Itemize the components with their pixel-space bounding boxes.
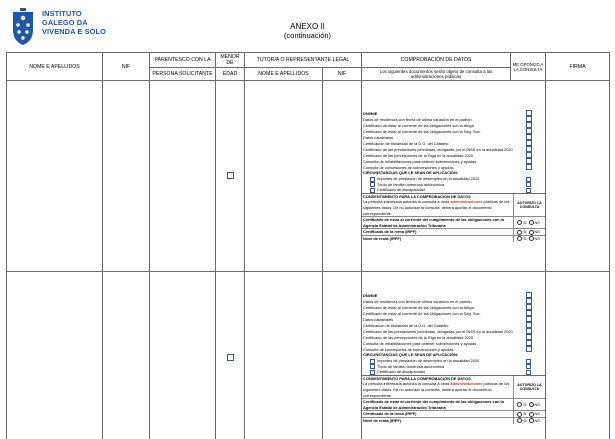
radio-label-no: NO [534,412,540,417]
document-list [362,110,545,192]
consent-radio-no[interactable] [529,230,534,235]
consent-item: Certificado de la renta (IRPF) SÍ NO [362,411,545,418]
circumstance-item: Importes de prestación de desempleo en la anualidad 2020 [362,176,545,182]
col-minor-header: MENOR DE [216,53,245,68]
consent-item: Certificado de estar al corriente del cumplimiento de las obligaciones con la Agencia Estatal de Administración Tributaria SÍ NO [362,399,545,411]
name-cell[interactable] [7,81,103,272]
consent-section [362,375,545,424]
oppose-checkbox-certificado-de-discapacidad[interactable] [526,370,531,375]
kinship-cell[interactable] [150,272,216,439]
consent-radio-group [513,229,545,235]
document-item: Consulta de inhabilitaciones para obtener subvenciones y ayudas [362,340,545,346]
table-row [7,272,610,439]
consent-radio-no[interactable] [529,418,534,423]
consent-radio-yes[interactable] [517,220,522,225]
document-item: Datos catastrales [362,316,545,322]
consent-radio-group [513,418,545,424]
radio-label-no: NO [534,220,540,225]
col-nif-header: NIF [103,53,150,81]
consent-radio-yes[interactable] [517,402,522,407]
consent-item: Nivel de renta (IRPF) SÍ NO [362,418,545,424]
oppose-checkbox-certificado-de-discapacidad[interactable] [526,188,531,193]
radio-label-no: NO [534,402,540,407]
members-table [6,52,610,439]
table-row [7,81,610,272]
circumstance-checkbox[interactable] [370,370,375,375]
document-item: DNI/NIE [362,110,545,116]
circumstance-item: Título de familia numerosa autonómica [362,182,545,188]
authorize-header: AUTORIZO LA CONSULTA [513,194,545,216]
document-item: Certificado de las prestaciones percibidas, otorgadas por el INSS en la anualidad 2020 [362,146,545,152]
data-check-cell [362,81,546,272]
col-guardian-name-header: NOME E APELLIDOS [245,68,323,81]
consent-title: CONSENTIMIENTO PARA LA COMPROBACIÓN DE DATOS [363,193,471,199]
col-kinship-header-2: PERSONA SOLICITANTE [150,68,216,81]
radio-label-yes: SÍ [523,418,527,423]
col-name-header: NOME E APELLIDOS [7,53,103,81]
consent-text: La persona interesada autoriza la consulta a otras administraciones públicas de los siguientes datos. De no autorizar la consulta, deberá aportar el documento correspondiente. [363,381,510,398]
radio-label-no: NO [534,236,540,241]
consent-text: La persona interesada autoriza la consulta a otras administraciones públicas de los siguientes datos. De no autorizar la consulta, deberá aportar el documento correspondiente. [363,199,510,216]
col-signature-header: FIRMA [546,53,610,81]
consent-item: Certificado de la renta (IRPF) SÍ NO [362,229,545,236]
radio-label-yes: SÍ [523,230,527,235]
oppose-checkbox-consulta-de-concesiones-de-subvenciones-[interactable] [526,346,532,352]
circumstance-checkbox[interactable] [370,188,375,193]
radio-label-yes: SÍ [523,236,527,241]
document-list [362,292,545,374]
institution-name: INSTITUTO GALEGO DA VIVENDA E SOLO [42,9,106,36]
document-item: Datos de residencia con fecha de última variación en el padrón [362,116,545,122]
minor-cell [216,272,245,439]
radio-label-yes: SÍ [523,402,527,407]
minor-cell [216,81,245,272]
col-oppose-header: ME OPONGO A LA CONSULTA [511,53,546,81]
document-item: Certificado de estar al corriente de las obligaciones con la Seg. Soc. [362,128,545,134]
guardian-nif-cell[interactable] [323,81,362,272]
circumstances-title: CIRCUNSTANCIAS QUE LE SEAN DE APLICACIÓN: [363,352,459,358]
consent-radio-no[interactable] [529,220,534,225]
consent-radio-group [513,411,545,417]
minor-checkbox[interactable] [227,354,234,361]
document-item: Certificación de titularidad de la D.G. del Catastro [362,322,545,328]
document-item: Certificado de las percepciones de la Riga en la anualidad 2020 [362,334,545,340]
signature-cell[interactable] [546,81,610,272]
data-check-cell [362,272,546,439]
col-kinship-header: PARENTESCO CON LA [150,53,216,68]
document-item: Consulta de inhabilitaciones para obtener subvenciones y ayudas [362,158,545,164]
document-item: Certificado de estar al corriente de las obligaciones con la Atriga [362,122,545,128]
consent-radio-no[interactable] [529,236,534,241]
kinship-cell[interactable] [150,81,216,272]
page-title: ANEXO II [290,22,325,31]
consent-radio-yes[interactable] [517,412,522,417]
document-item: Certificado de las percepciones de la Riga en la anualidad 2020 [362,152,545,158]
col-guardian-header: TUTOR/A O REPRESENTANTE LEGAL [245,53,362,68]
consent-radio-no[interactable] [529,402,534,407]
consent-radio-yes[interactable] [517,230,522,235]
col-check-header: COMPROBACIÓN DE DATOS [362,53,511,68]
radio-label-no: NO [534,230,540,235]
document-item: Datos de residencia con fecha de última variación en el padrón [362,298,545,304]
page-subtitle: (continuación) [283,31,332,40]
nif-cell[interactable] [103,81,150,272]
document-item: Certificado de las prestaciones percibidas, otorgadas por el INSS en la anualidad 2020 [362,328,545,334]
circumstance-item: Título de familia numerosa autonómica [362,364,545,370]
col-check-desc: Los siguientes documentos serán objeto de consulta a las administraciones públicas [362,68,511,81]
document-item: DNI/NIE [362,292,545,298]
consent-radio-yes[interactable] [517,236,522,241]
consent-radio-group [513,217,545,228]
consent-radio-yes[interactable] [517,418,522,423]
document-item: Consulta de concesiones de subvenciones y ayudas [362,164,545,170]
consent-section [362,193,545,242]
circumstances-title: CIRCUNSTANCIAS QUE LE SEAN DE APLICACIÓN: [363,170,459,176]
guardian-name-cell[interactable] [245,272,323,439]
document-item: Certificado de estar al corriente de las obligaciones con la Seg. Soc. [362,310,545,316]
circumstance-item: Certificado de discapacidad [362,187,545,193]
col-guardian-nif-header: NIF [323,68,362,81]
signature-cell[interactable] [546,272,610,439]
circumstance-item: Importes de prestación de desempleo en la anualidad 2020 [362,358,545,364]
col-minor-header-2: EDAD [216,68,245,81]
minor-checkbox[interactable] [227,172,234,179]
authorize-header: AUTORIZO LA CONSULTA [513,376,545,398]
radio-label-yes: SÍ [523,220,527,225]
oppose-checkbox-consulta-de-concesiones-de-subvenciones-[interactable] [526,164,532,170]
consent-radio-no[interactable] [529,412,534,417]
consent-title: CONSENTIMIENTO PARA LA COMPROBACIÓN DE DATOS [363,375,471,381]
radio-label-yes: SÍ [523,412,527,417]
document-item: Consulta de concesiones de subvenciones y ayudas [362,346,545,352]
guardian-nif-cell[interactable] [323,272,362,439]
consent-radio-group [513,236,545,242]
document-item: Certificación de titularidad de la D.G. del Catastro [362,140,545,146]
radio-label-no: NO [534,418,540,423]
consent-radio-group [513,399,545,410]
document-item: Certificado de estar al corriente de las obligaciones con la Atriga [362,304,545,310]
document-item: Datos catastrales [362,134,545,140]
nif-cell[interactable] [103,272,150,439]
name-cell[interactable] [7,272,103,439]
consent-item: Certificado de estar al corriente del cumplimiento de las obligaciones con la Agencia Estatal de Administración Tributaria SÍ NO [362,217,545,229]
circumstance-item: Certificado de discapacidad [362,369,545,375]
guardian-name-cell[interactable] [245,81,323,272]
consent-item: Nivel de renta (IRPF) SÍ NO [362,236,545,242]
